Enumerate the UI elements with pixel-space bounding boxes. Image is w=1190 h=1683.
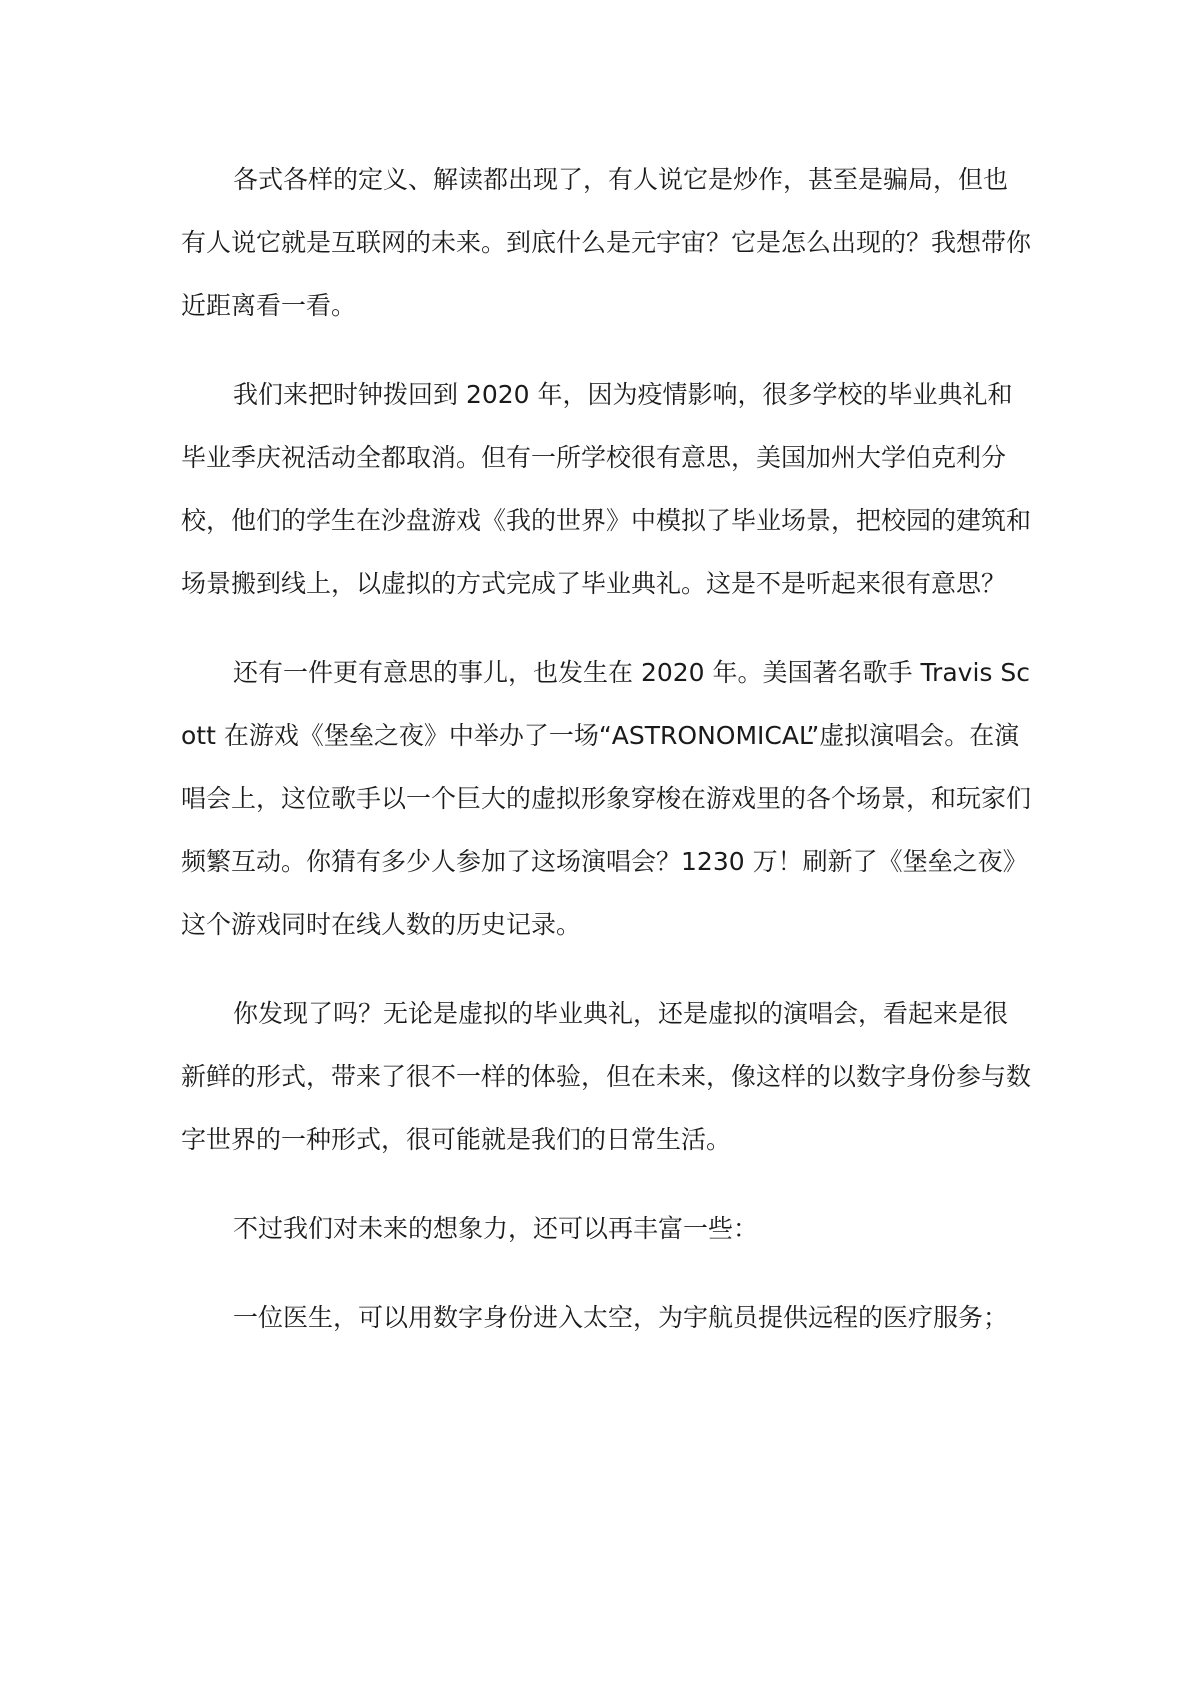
paragraph-5: 不过我们对未来的想象力，还可以再丰富一些：: [233, 1214, 759, 1243]
paragraph-6: 一位医生，可以用数字身份进入太空，为宇航员提供远程的医疗服务；: [233, 1303, 1009, 1332]
paragraph-3: 还有一件更有意思的事儿，也发生在 2020 年。美国著名歌手 Travis Scott 在游戏《堡垒之夜》中举办了一场“ASTRONOMICAL”虚拟演唱会。在演唱会上，这位歌手以一个巨大的虚拟形象穿梭在游戏里的各个场景，和玩家们频繁互动。你猜有多少人参加了这场演唱会？1230 万！刷新了《堡垒之夜》这个游戏同时在线人数的历史记录。: [181, 658, 1032, 939]
paragraph-1: 各式各样的定义、解读都出现了，有人说它是炒作，甚至是骗局，但也有人说它就是互联网的未来。到底什么是元宇宙？它是怎么出现的？我想带你近距离看一看。: [181, 165, 1032, 320]
paragraph-2: 我们来把时钟拨回到 2020 年，因为疫情影响，很多学校的毕业典礼和毕业季庆祝活动全都取消。但有一所学校很有意思，美国加州大学伯克利分校，他们的学生在沙盘游戏《我的世界》中模拟了毕业场景，把校园的建筑和场景搬到线上，以虚拟的方式完成了毕业典礼。这是不是听起来很有意思？: [181, 380, 1032, 598]
document-body: [181, 148, 1031, 1375]
paragraph-4: 你发现了吗？无论是虚拟的毕业典礼，还是虚拟的演唱会，看起来是很新鲜的形式，带来了很不一样的体验，但在未来，像这样的以数字身份参与数字世界的一种形式，很可能就是我们的日常生活。: [181, 999, 1032, 1154]
